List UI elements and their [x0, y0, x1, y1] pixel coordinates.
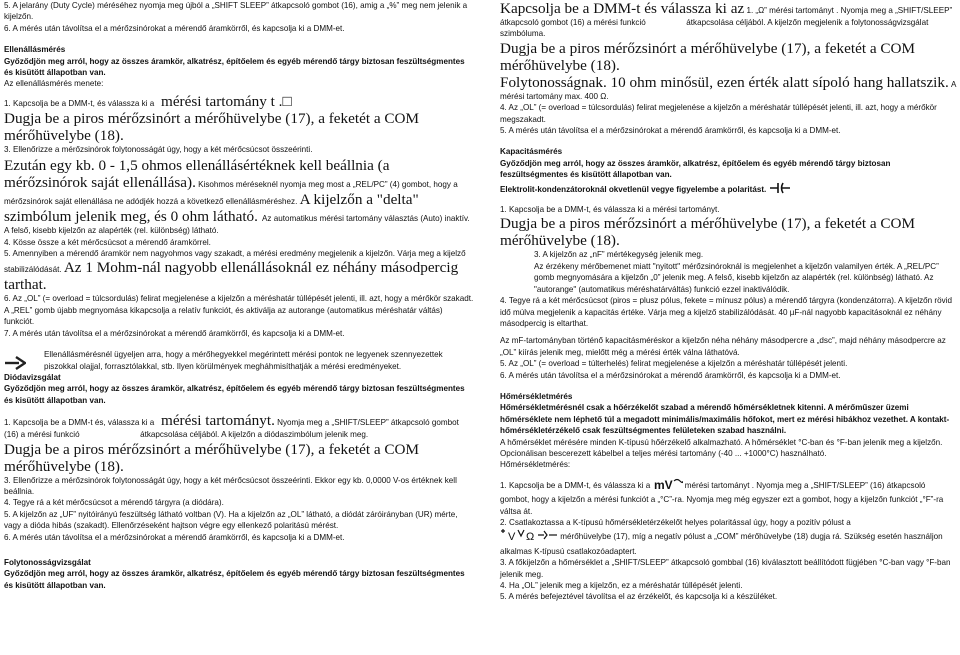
resistance-step-5: 5. Amennyiben a mérendő áramkör nem nagyohmos vagy szakadt, a mérési eredmény megjelenik a kijelzőn. Várja meg a kijelző stabilizálódását. Az 1 Mohm-nál nagyobb ellenállásoknál ez néhány másodpercig tarthat. [4, 249, 466, 294]
right-arrow-icon [4, 349, 44, 371]
temperature-intro-paragraph: A hőmérséklet mérésére minden K-típusú hőérzékelő alkalmazható. A hőmérséklet °C-ban és °F-ban jelenik meg a kijelzőn. Opcionálisan bescerezett kábelbel a teljes mérési tartomány (-40 ... +1000°C) használható. [500, 437, 943, 458]
temperature-intro: Hőmérsékletmérés: [500, 460, 571, 470]
temperature-title: Hőmérsékletmérés [500, 391, 573, 401]
diode-step-5: 5. A kijelzőn az „UF” nyitóirányú feszültség látható voltban (V). Ha a kijelzőn az „OL” látható, a diódát záróirányban (UR) mérte, vagy a dióda hibás (szakadt). Ellenőrzéseként hajtson végre egy ellenkező polaritású mérést. [4, 509, 458, 531]
temperature-step-3: 3. A főkijelzőn a hőmérséklet a „SHIFT/SLEEP” átkapcsoló gombbal (16) kiválasztott beállítódott fügjében °C-ban vagy °F-ban jelenik meg. [500, 558, 951, 579]
resistance-intro: Az ellenállásmérés menete: [4, 79, 104, 89]
capacitor-icon [769, 181, 791, 198]
continuity-step-5: 5. A mérés után távolítsa el a mérőzsinórokat a mérendő áramkörről, és kapcsolja ki a DMM-et. [500, 126, 841, 136]
resistance-step-4: Ezután egy kb. 0 - 1,5 ohmos ellenállásértéknek kell beállnia (a mérőzsinórok saját ellenállása). Kisohmos méréseknél nyomja meg most a „REL/PC” (4) gombot, hogy a mérőzsinórok saját ellenállása ne adódjék hozzá a következő ellenállásméréshez. A kijelzőn a "delta" szimbólum jelenik meg, és 0 ohm látható. Az automatikus mérési tartomány választás (Auto) inaktív. A felső, kisebb kijelzőn az alapérték (rel. különbség) látható. [4, 157, 470, 236]
svg-text:mV: mV [653, 477, 673, 491]
continuity-icon [648, 18, 684, 28]
diode-step-6: 6. A mérés után távolítsa el a mérőzsinórokat a mérendő áramkörről, és kapcsolja ki a DMM-et. [4, 532, 345, 542]
diode-step-4: 4. Tegye rá a két mérőcsúcsot a mérendő tárgyra (a diódára). [4, 498, 224, 508]
temperature-warning: Hőmérsékletmérésnél csak a hőérzékelőt szabad a mérendő hőmérsékletnek kitenni. A mérőműszer üzemi hőmérséklete nem léphető túl a megadott minimális/maximális hőfokot, mert ez mérési hibákhoz vezethet. A kontakt-hőmérsékletérzékelő csak feszültségmentes felületeken szabad használni. [500, 403, 950, 436]
diode-step-1: 1. Kapcsolja be a DMM-t és, válassza ki a mérési tartományt. Nyomja meg a „SHIFT/SLEEP” átkapcsoló gombot (16) a mérési funkció átkapcsolása céljából. A kijelzőn a diódaszimbólum jelenik meg. [4, 412, 459, 440]
diode-step-3: 3. Ellenőrizze a mérőzsinórok folytonosságát úgy, hogy a két mérőcsúcsot összeérinti. Ekkor egy kb. 0,0000 V-os értéknek kell beállnia. [4, 475, 457, 496]
capacitance-step-3: 3. A kijelzőn az „nF” mértékegység jelenik meg. [534, 250, 704, 260]
capacitance-step-6: 6. A mérés után távolítsa el a mérőzsinórokat a mérendő áramkörről, és kapcsolja ki a DMM-et. [500, 370, 841, 380]
resistance-title: Ellenállásmérés [4, 45, 66, 55]
diode-step-2: Dugja be a piros mérőzsinórt a mérőhüvelybe (17), a feketét a COM mérőhüvelybe (18). [4, 440, 419, 475]
left-column [4, 0, 474, 591]
capacitance-warning: Győződjön meg arról, hogy az összes áramkör, alkatrész, építőelem és egyéb mérendő tárgy biztosan feszültségmentes és kisütött állapotban van. [500, 158, 891, 180]
svg-text:Ω: Ω [526, 531, 535, 543]
resistance-step-6: 6. Az „OL” (= overload = túlcsordulás) felirat megjelenése a kijelzőn a méréshatár túllépését jelenti, ill. azt, hogy a mérőkör szakadt. A „REL” gomb újabb megnyomása kikapcsolja a relatív funkciót, és aktiválja az autorange (automatikus méréshatár váltás) funkciót. [4, 294, 474, 327]
right-column [500, 0, 956, 603]
temperature-step-2: 2. Csatlakoztassa a K-típusú hőmérsékletérzékelőt helyes polaritással úgy, hogy a pozitív pólust a [500, 518, 851, 527]
svg-text:V: V [508, 531, 516, 543]
v-ohm-jack-icon [500, 528, 558, 545]
continuity-warning: Győződjön meg arról, hogy az összes áramkör, alkatrész, építőelem és egyéb mérendő tárgy biztosan feszültségmentes és kisütött állapotban van. [4, 569, 465, 590]
resistance-warning: Győződjön meg arról, hogy az összes áramkör, alkatrész, építőelem és egyéb mérendő tárgy biztosan feszültségmentes és kisütött állapotban van. [4, 56, 465, 78]
capacitance-step-5: 5. Az „OL” (= overload = túlterhelés) felirat megjelenése a kijelzőn a méréshatár túllépését jelenti. [500, 359, 848, 369]
continuity-step-1: Kapcsolja be a DMM-t és válassza ki az 1. „Ω” mérési tartományt . Nyomja meg a „SHIFT/SLEEP” átkapcsoló gombot (16) a mérési funkció átkapcsolása céljából. A kijelzőn megjelenik a folytonosságvizsgálat szimbóluma. [500, 0, 953, 39]
diode-title: Diódavizsgálat [4, 372, 61, 382]
continuity-step-4: 4. Az „OL” (= overload = túlcsordulás) felirat megjelenése a kijelzőn a méréshatár túllépését jelenti, ill. azt, hogy a mérőkör megszakadt. [500, 103, 937, 124]
temperature-step-4: 4. Ha „OL” jelenik meg a kijelzőn, ez a méréshatár túllépését jelenti. [500, 581, 743, 591]
duty-cycle-step-6: 6. A mérés után távolítsa el a mérőzsinórokat a mérendő áramkörről, és kapcsolja ki a DMM-et. [4, 23, 345, 33]
capacitance-step-4: 4. Tegye rá a két mérőcsúcsot (piros = plusz pólus, fekete = mínusz pólus) a mérendő tárgyra (kondenzátorra). A kijelzőn rövid idő múlva megjelenik a kapacitás értéke. Várja meg a kijelző stabilizálódását. 40 µF-nál nagyobb kapacitásoknál ez néhány másodpercig is eltarthat. [500, 296, 952, 328]
capacitance-step-2: Dugja be a piros mérőzsinórt a mérőhüvelybe (17), a feketét a COM mérőhüvelybe (18). [500, 215, 915, 250]
capacitance-polarity-warning: Elektrolit-kondenzátoroknál okvetlenül vegye figyelembe a polaritást. [500, 181, 956, 198]
duty-cycle-step: 5. A jelarány (Duty Cycle) méréséhez nyomja meg újból a „SHIFT SLEEP” átkapcsoló gombot (16), amig a „%” meg nem jelenik a kijelzőn. [4, 1, 468, 22]
continuity-step-3: Folytonosságnak. 10 ohm minősül, ezen érték alatt sípoló hang hallatszik. A mérési tartomány max. 400 Ω. [500, 73, 956, 101]
resistance-step-3: 3. Ellenőrizze a mérőzsinórok folytonosságát úgy, hogy a két mérőcsúcsot összeérinti. [4, 144, 313, 154]
mv-range-icon [653, 477, 683, 494]
resistance-note: Ellenállásmérésnél ügyeljen arra, hogy a mérőhegyekkel megérintett mérési pontok ne legyenek szennyezettek piszokkal olajjal, forrasztólakkal, stb. Ilyen körülmények megháhmisíthatják a mérési eredményeket. [4, 349, 474, 372]
temperature-step-1: 1. Kapcsolja be a DMM-t, és válassza ki a mV mérési tartományt . Nyomja meg a „SHIFT/SLEEP” (16) átkapcsoló gombot, hogy a kijelzőn a mérési funkciót a „°C”-ra. Nyomja meg még egyszer ezt a gombot, hogy a kijelzőn funkciót „°F”-ra váltsa át. [500, 477, 944, 516]
capacitance-step-1: 1. Kapcsolja be a DMM-t, és válassza ki a mérési tartományt. [500, 205, 720, 215]
diode-warning: Győződjön meg arról, hogy az összes áramkör, alkatrész, építőelem és egyéb mérendő tárgy biztosan feszültségmentes és kisütött állapotban van. [4, 384, 465, 405]
temperature-step-2b: V Ω mérőhüvelybe (17), míg a negatív pólust a „COM” mérőhüvelybe (18) dugja rá. Szükség esetén használjon alkalmas K-típusú csatlakozóadaptert. [500, 528, 956, 557]
capacitance-step-3b: Az érzékeny mérőbemenet miatt "nyitott" mérőzsinóroknál is megjelenhet a kijelzőn valamilyen érték. A „REL/PC” gomb megnyomására a kijelzőn „0” jelenik meg. A felső, kisebb kijelzőn az alapérték (rel. különbség) látható. Az "autorange" (automatikus méréshatárváltás) funkció ezzel inaktiválódik. [534, 261, 939, 294]
resistance-step-1: 1. Kapcsolja be a DMM-t, és válassza ki a mérési tartomány t .□ [4, 92, 292, 110]
resistance-step-7: 7. A mérés után távolítsa el a mérőzsinórokat a mérendő áramkörről, és kapcsolja ki a DMM-et. [4, 328, 345, 338]
diode-icon [82, 430, 138, 440]
temperature-step-5: 5. A mérés befejeztével távolítsa el az érzékelőt, és kapcsolja ki a készüléket. [500, 592, 778, 602]
continuity-title: Folytonosságvizsgálat [4, 557, 91, 567]
capacitance-title: Kapacitásmérés [500, 147, 563, 157]
capacitance-mf-note: Az mF-tartományban történő kapacitásméréskor a kijelzőn néha néhány másodpercre a „dsc”, majd néhány másodpercre az „OL” kiírás jelenik meg, mielőtt még a mérési érték válna láthatóvá. [500, 336, 946, 357]
resistance-step-connect: 4. Kösse össze a két mérőcsúcsot a mérendő áramkörrel. [4, 237, 211, 247]
continuity-step-2: Dugja be a piros mérőzsinórt a mérőhüvelybe (17), a feketét a COM mérőhüvelybe (18). [500, 39, 915, 74]
resistance-step-2: Dugja be a piros mérőzsinórt a mérőhüvelybe (17), a feketét a COM mérőhüvelybe (18). [4, 109, 419, 144]
